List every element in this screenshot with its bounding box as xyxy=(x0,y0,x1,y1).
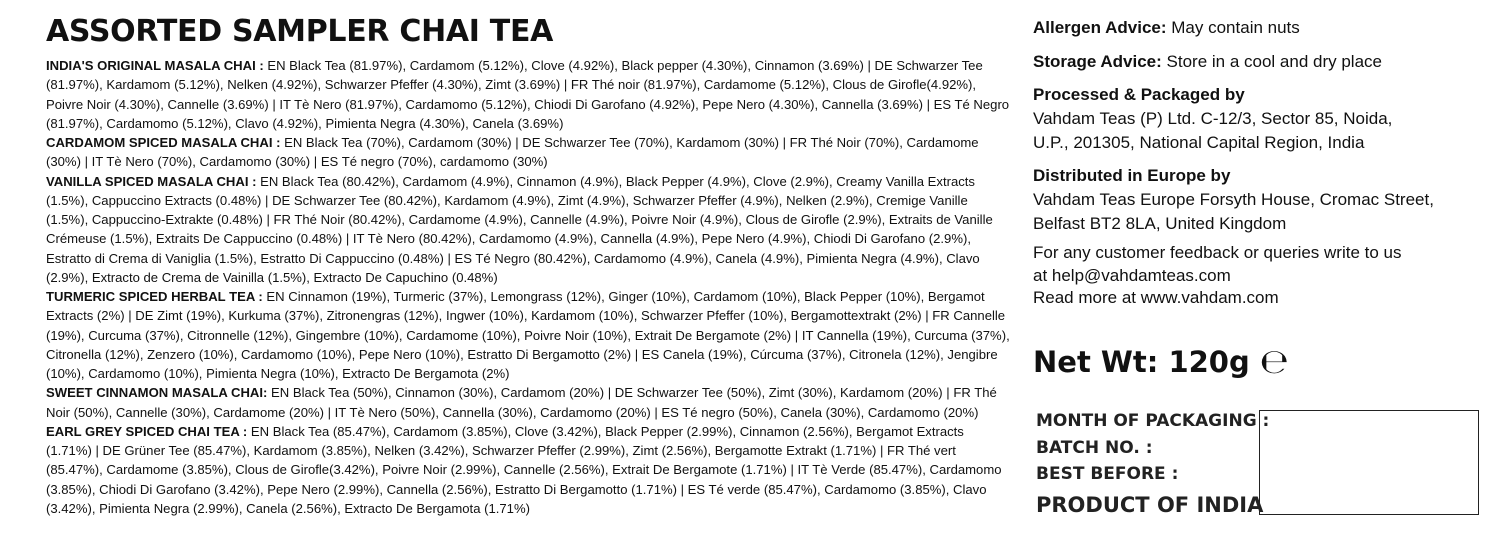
packaging-labels xyxy=(1036,408,1269,518)
storage-value: Store in a cool and dry place xyxy=(1166,52,1382,71)
estimated-sign-icon: ℮ xyxy=(1259,342,1289,382)
distributed-address-line: Belfast BT2 8LA, United Kingdom xyxy=(1033,214,1287,233)
contact-info xyxy=(1033,242,1402,310)
website-text: Read more at www.vahdam.com xyxy=(1033,288,1279,307)
batch-number-label: BATCH NO. : xyxy=(1036,437,1153,458)
product-name: TURMERIC SPICED HERBAL TEA : xyxy=(46,289,267,304)
ingredients-panel xyxy=(46,14,1011,518)
product-ingredients: EN Black Tea (80.42%), Cardamom (4.9%), Cinnamon (4.9%), Black Pepper (4.9%), Clove (2.9%), Creamy Vanilla Extracts (1.5%), Cappuccino Extracts (0.48%) | DE Schwarzer Tee (80.42%), Kardamom (4.9%), Zimt (4.9%), Schwarzer Pfeffer (4.9%), Nelken (2.9%), Cremige Vanille (1.5%), Cappuccino-Extrakte (0.48%) | FR Thé Noir (80.42%), Cardamome (4.9%), Cannelle (4.9%), Poivre Noir (4.9%), Clous de Girofle (2.9%), Extraits de Vanille Crémeuse (1.5%), Extraits De Cappuccino (0.48%) | IT Tè Nero (80.42%), Cardamomo (4.9%), Cannella (4.9%), Pepe Nero (4.9%), Chiodi Di Garofano (2.9%), Estratto di Crema di Vaniglia (1.5%), Estratto Di Cappuccino (0.48%) | ES Té Negro (80.42%), Cardamomo (4.9%), Canela (4.9%), Pimienta Negra (4.9%), Clavo (2.9%), Extracto de Crema de Vainilla (1.5%), Extracto De Capuchino (0.48%) xyxy=(46,173,993,285)
storage-advice xyxy=(1033,50,1382,74)
product-ingredients: EN Cinnamon (19%), Turmeric (37%), Lemongrass (12%), Ginger (10%), Cardamom (10%), Black Pepper (10%), Bergamot Extracts (2%) | DE Zimt (19%), Kurkuma (37%), Zitronengras (12%), Ingwer (10%), Kardamom (10%), Schwarzer Pfeffer (10%), Bergamottextrakt (2%) | FR Cannelle (19%), Curcuma (37%), Citronnelle (12%), Gingembre (10%), Cardamome (10%), Poivre Noir (10%), Extrait De Bergamote (2%) | IT Cannella (19%), Curcuma (37%), Citronella (12%), Zenzero (10%), Cardamomo (10%), Pepe Nero (10%), Estratto Di Bergamotto (2%) | ES Canela (19%), Cúrcuma (37%), Citronela (12%), Jengibre (10%), Cardamomo (10%), Pimienta Negra (10%), Extracto De Bergamota (2%) xyxy=(46,289,1010,381)
processed-address-line: U.P., 201305, National Capital Region, India xyxy=(1033,133,1365,152)
product-name: CARDAMOM SPICED MASALA CHAI : xyxy=(46,135,285,150)
product-cardamom-chai xyxy=(46,133,1011,172)
page-title: ASSORTED SAMPLER CHAI TEA xyxy=(46,14,554,49)
product-masala-chai xyxy=(46,56,1011,133)
distributed-by xyxy=(1033,164,1434,236)
processed-by xyxy=(1033,83,1392,155)
feedback-text: For any customer feedback or queries write to us xyxy=(1033,243,1402,262)
email-text: at help@vahdamteas.com xyxy=(1033,265,1231,285)
storage-label: Storage Advice: xyxy=(1033,52,1162,71)
product-ingredients: EN Black Tea (85.47%), Cardamom (3.85%), Clove (3.42%), Black Pepper (2.99%), Cinnamon (2.56%), Bergamot Extracts (1.71%) | DE Grüner Tee (85.47%), Kardamom (3.85%), Nelken (3.42%), Schwarzer Pfeffer (2.99%), Zimt (2.56%), Bergamotte Extrakt (1.71%) | FR Thé vert (85.47%), Cardamome (3.85%), Clous de Girofle(3.42%), Poivre Noir (2.99%), Cannelle (2.56%), Extrait De Bergamote (1.71%) | IT Tè Verde (85.47%), Cardamomo (3.85%), Chiodi Di Garofano (3.42%), Pepe Nero (2.99%), Cannella (2.56%), Estratto Di Bergamotto (1.71%) | ES Té verde (85.47%), Cardamomo (3.85%), Clavo (3.42%), Pimienta Negra (2.99%), Canela (2.56%), Extracto De Bergamota (1.71%) xyxy=(46,423,1002,516)
product-ingredients: EN Black Tea (70%), Cardamom (30%) | DE Schwarzer Tee (70%), Kardamom (30%) | FR Thé Noir (70%), Cardamome (30%) | IT Tè Nero (70%), Cardamomo (30%) | ES Té negro (70%), cardamomo (30%) xyxy=(46,135,979,170)
product-name: INDIA'S ORIGINAL MASALA CHAI : xyxy=(46,58,268,73)
product-cinnamon-chai xyxy=(46,383,1011,422)
product-turmeric-tea xyxy=(46,287,1011,383)
product-name: EARL GREY SPICED CHAI TEA : xyxy=(46,423,251,439)
net-weight-label: Net Wt: 120g xyxy=(1033,345,1250,379)
product-of-india-label: PRODUCT OF INDIA xyxy=(1036,492,1264,517)
distributed-address-line: Vahdam Teas Europe Forsyth House, Cromac Street, xyxy=(1033,190,1434,209)
month-of-packaging-label: MONTH OF PACKAGING : xyxy=(1036,411,1270,431)
ingredients-list xyxy=(46,56,1011,518)
allergen-label: Allergen Advice: xyxy=(1033,18,1167,37)
distributed-heading: Distributed in Europe by xyxy=(1033,166,1231,185)
product-ingredients: EN Black Tea (50%), Cinnamon (30%), Cardamom (20%) | DE Schwarzer Tee (50%), Zimt (30%), Kardamom (20%) | FR Thé Noir (50%), Cannelle (30%), Cardamome (20%) | IT Tè Nero (50%), Cannella (30%), Cardamomo (20%) | ES Té negro (50%), Canela (30%), Cardamomo (20%) xyxy=(46,385,997,420)
product-ingredients: EN Black Tea (81.97%), Cardamom (5.12%), Clove (4.92%), Black pepper (4.30%), Cinnamon (3.69%) | DE Schwarzer Tee (81.97%), Kardamom (5.12%), Nelken (4.92%), Schwarzer Pfeffer (4.30%), Zimt (3.69%) | FR Thé noir (81.97%), Cardamome (5.12%), Clous de Girofle(4.92%), Poivre Noir (4.30%), Cannelle (3.69%) | IT Tè Nero (81.97%), Cardamomo (5.12%), Chiodi Di Garofano (4.92%), Pepe Nero (4.30%), Cannella (3.69%) | ES Té Negro (81.97%), Cardamomo (5.12%), Clavo (4.92%), Pimienta Negra (4.30%), Canela (3.69%) xyxy=(46,58,1010,131)
allergen-value: May contain nuts xyxy=(1171,18,1300,37)
product-earl-grey-chai xyxy=(46,422,1011,518)
best-before-label: BEST BEFORE : xyxy=(1036,464,1179,484)
processed-heading: Processed & Packaged by xyxy=(1033,85,1245,104)
allergen-advice xyxy=(1033,16,1300,40)
product-name: SWEET CINNAMON MASALA CHAI: xyxy=(46,385,272,401)
net-weight xyxy=(1033,342,1289,382)
product-name: VANILLA SPICED MASALA CHAI : xyxy=(46,173,261,189)
processed-address-line: Vahdam Teas (P) Ltd. C-12/3, Sector 85, Noida, xyxy=(1033,109,1393,128)
packaging-info-box xyxy=(1259,410,1479,515)
product-vanilla-chai xyxy=(46,172,1011,288)
